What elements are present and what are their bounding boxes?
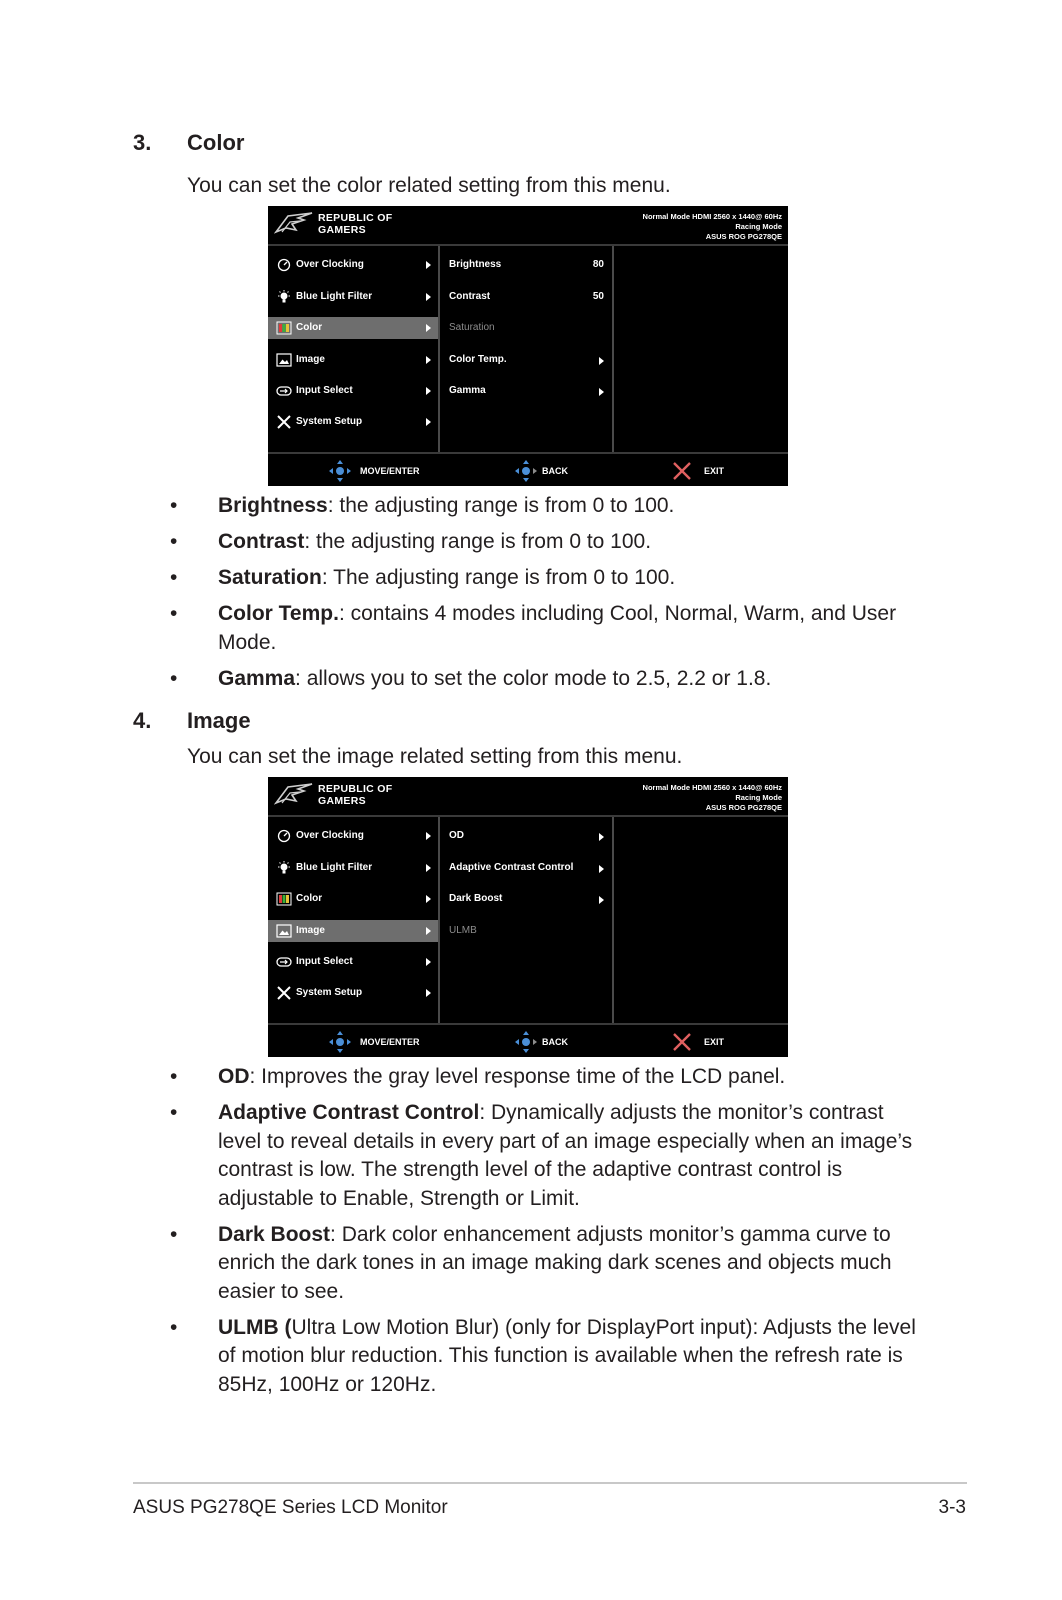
footer-move-label: MOVE/ENTER bbox=[360, 1037, 420, 1047]
footer-back-label: BACK bbox=[542, 1037, 568, 1047]
bullet-term: OD bbox=[218, 1065, 250, 1088]
back-icon bbox=[514, 1030, 538, 1054]
bullet-text: : allows you to set the color mode to 2.5, 2.2 or 1.8. bbox=[295, 666, 772, 690]
list-item: • Dark Boost: Dark color enhancement adjusts monitor’s gamma curve to enrich the dark tones in an image making dark scenes and objects much easier to see. bbox=[170, 1222, 892, 1303]
menu-label: Color bbox=[296, 893, 323, 904]
brand-line-2: GAMERS bbox=[318, 794, 366, 807]
menu-item-image[interactable] bbox=[268, 349, 438, 371]
footer-exit-label: EXIT bbox=[704, 466, 725, 476]
brand-text bbox=[318, 213, 392, 236]
submenu-label: Adaptive Contrast Control bbox=[449, 862, 574, 873]
image-icon bbox=[276, 352, 292, 368]
submenu-label: Gamma bbox=[449, 385, 486, 396]
bullet-text: : the adjusting range is from 0 to 100. bbox=[327, 494, 675, 517]
menu-label: System Setup bbox=[296, 416, 363, 427]
bullet-term: Contrast bbox=[218, 530, 305, 553]
color-icon bbox=[276, 891, 292, 907]
arrow-right-icon bbox=[426, 895, 431, 903]
tools-icon bbox=[276, 985, 292, 1001]
exit-icon bbox=[670, 1030, 694, 1054]
status-line-2: Racing Mode bbox=[735, 793, 782, 802]
osd-status bbox=[643, 212, 782, 242]
arrow-right-icon bbox=[426, 927, 431, 935]
osd-main-menu bbox=[268, 246, 440, 452]
menu-item-input-select[interactable] bbox=[268, 951, 438, 973]
osd-submenu bbox=[440, 246, 614, 452]
image-icon bbox=[276, 923, 292, 939]
list-item: • Contrast: the adjusting range is from 0 to 100. bbox=[170, 530, 652, 553]
arrow-right-icon bbox=[426, 989, 431, 997]
menu-item-image[interactable] bbox=[268, 920, 438, 942]
arrow-right-icon bbox=[599, 896, 604, 904]
submenu-item-saturation[interactable] bbox=[440, 317, 612, 339]
arrow-right-icon bbox=[599, 357, 604, 365]
rog-logo-icon bbox=[274, 210, 314, 238]
menu-label: Over Clocking bbox=[296, 259, 364, 270]
section-title: Image bbox=[187, 708, 251, 733]
submenu-item-ulmb[interactable] bbox=[440, 920, 612, 942]
color-bullet-list bbox=[0, 492, 1062, 693]
status-line-3: ASUS ROG PG278QE bbox=[705, 803, 782, 812]
tools-icon bbox=[276, 414, 292, 430]
submenu-item-color-temp[interactable] bbox=[440, 349, 612, 371]
menu-label: Image bbox=[296, 354, 325, 365]
section-number: 3. bbox=[133, 130, 152, 155]
list-item: • OD: Improves the gray level response time of the LCD panel. bbox=[170, 1065, 786, 1088]
bullet-text: : contains 4 modes including Cool, Normal, Warm, and User Mode. bbox=[218, 602, 897, 654]
bullet-term: Color Temp. bbox=[218, 602, 339, 625]
bullet-text: : Dynamically adjusts the monitor’s contrast level to reveal details in every part of an image especially when an image’s contrast is low. The strength level of the adaptive contrast control is adjustable to Enable, Strength or Limit. bbox=[218, 1101, 913, 1210]
list-item: • Brightness: the adjusting range is from 0 to 100. bbox=[170, 494, 675, 517]
back-icon bbox=[514, 459, 538, 483]
brand-line-1: REPUBLIC OF bbox=[318, 212, 393, 224]
color-icon bbox=[276, 320, 292, 336]
lightbulb-icon bbox=[276, 289, 292, 305]
submenu-label: OD bbox=[449, 830, 464, 841]
input-select-icon bbox=[276, 954, 292, 970]
menu-label: Blue Light Filter bbox=[296, 291, 373, 302]
submenu-label: Contrast bbox=[449, 291, 491, 302]
exit-icon bbox=[670, 459, 694, 483]
osd-submenu bbox=[440, 817, 614, 1023]
submenu-item-adaptive-contrast-control[interactable] bbox=[440, 857, 612, 879]
section-intro: You can set the image related setting from this menu. bbox=[187, 745, 683, 768]
bullet-text: : Improves the gray level response time of the LCD panel. bbox=[249, 1065, 786, 1088]
submenu-label: Dark Boost bbox=[449, 893, 503, 904]
arrow-right-icon bbox=[426, 324, 431, 332]
footer-back-label: BACK bbox=[542, 466, 568, 476]
submenu-label: Saturation bbox=[449, 322, 495, 333]
rog-logo-icon bbox=[274, 781, 314, 809]
status-line-1: Normal Mode HDMI 2560 x 1440@ 60Hz bbox=[642, 212, 782, 221]
osd-header bbox=[268, 777, 788, 817]
bullet-text: : Dark color enhancement adjusts monitor’s gamma curve to enrich the dark tones in an image making dark scenes and objects much easier to see. bbox=[218, 1222, 892, 1303]
submenu-value: 80 bbox=[592, 259, 604, 270]
bullet-term: Brightness bbox=[218, 494, 328, 517]
menu-item-color[interactable] bbox=[268, 888, 438, 910]
page-number: 3-3 bbox=[938, 1497, 966, 1518]
arrow-right-icon bbox=[426, 261, 431, 269]
menu-label: Image bbox=[296, 925, 325, 936]
bullet-term: Saturation bbox=[218, 566, 322, 589]
move-enter-icon bbox=[328, 1030, 352, 1054]
menu-label: Over Clocking bbox=[296, 830, 364, 841]
lightbulb-icon bbox=[276, 860, 292, 876]
arrow-right-icon bbox=[426, 293, 431, 301]
submenu-item-od[interactable] bbox=[440, 825, 612, 847]
footer-move-label: MOVE/ENTER bbox=[360, 466, 420, 476]
submenu-item-brightness[interactable] bbox=[440, 254, 612, 276]
menu-item-system-setup[interactable] bbox=[268, 982, 438, 1004]
osd-header bbox=[268, 206, 788, 246]
osd-footer bbox=[268, 1023, 788, 1057]
menu-item-over-clocking[interactable] bbox=[268, 254, 438, 276]
input-select-icon bbox=[276, 383, 292, 399]
submenu-value: 50 bbox=[592, 291, 604, 302]
osd-main-menu bbox=[268, 817, 440, 1023]
arrow-right-icon bbox=[426, 418, 431, 426]
list-item: • ULMB (Ultra Low Motion Blur) (only for DisplayPort input): Adjusts the level of motion blur reduction. This function is available when the refresh rate is 85Hz, 100Hz or 120Hz. bbox=[170, 1315, 916, 1396]
bullet-term: Dark Boost bbox=[218, 1222, 331, 1246]
menu-item-blue-light-filter[interactable] bbox=[268, 286, 438, 308]
status-line-3: ASUS ROG PG278QE bbox=[705, 232, 782, 241]
bullet-text: Ultra Low Motion Blur) (only for DisplayPort input): Adjusts the level of motion blur reduction. This function is available when the refresh rate is 85Hz, 100Hz or 120Hz. bbox=[218, 1315, 916, 1396]
bullet-text: : the adjusting range is from 0 to 100. bbox=[304, 530, 652, 553]
arrow-right-icon bbox=[426, 832, 431, 840]
move-enter-icon bbox=[328, 459, 352, 483]
section-intro: You can set the color related setting from this menu. bbox=[187, 174, 671, 197]
menu-item-input-select[interactable] bbox=[268, 380, 438, 402]
arrow-right-icon bbox=[599, 833, 604, 841]
brand-text bbox=[318, 784, 392, 807]
menu-label: Input Select bbox=[296, 956, 353, 967]
menu-item-color[interactable] bbox=[268, 317, 438, 339]
list-item: • Gamma: allows you to set the color mode to 2.5, 2.2 or 1.8. bbox=[170, 666, 772, 690]
osd-screenshot-color bbox=[268, 206, 788, 486]
osd-status bbox=[643, 783, 782, 813]
footer-exit-label: EXIT bbox=[704, 1037, 725, 1047]
footer-divider bbox=[133, 1482, 967, 1484]
gauge-icon bbox=[276, 828, 292, 844]
arrow-right-icon bbox=[426, 864, 431, 872]
submenu-label: Brightness bbox=[449, 259, 502, 270]
menu-item-blue-light-filter[interactable] bbox=[268, 857, 438, 879]
arrow-right-icon bbox=[426, 387, 431, 395]
menu-item-system-setup[interactable] bbox=[268, 411, 438, 433]
arrow-right-icon bbox=[599, 388, 604, 396]
arrow-right-icon bbox=[599, 865, 604, 873]
gauge-icon bbox=[276, 257, 292, 273]
bullet-term: ULMB ( bbox=[218, 1315, 292, 1339]
status-line-1: Normal Mode HDMI 2560 x 1440@ 60Hz bbox=[642, 783, 782, 792]
list-item: • Adaptive Contrast Control: Dynamically adjusts the monitor’s contrast level to reveal details in every part of an image especially when an image’s contrast is low. The strength level of the adaptive contrast control is adjustable to Enable, Strength or Limit. bbox=[170, 1101, 913, 1210]
list-item: • Saturation: The adjusting range is from 0 to 100. bbox=[170, 566, 676, 589]
submenu-item-contrast[interactable] bbox=[440, 286, 612, 308]
submenu-label: ULMB bbox=[449, 925, 477, 936]
osd-footer bbox=[268, 452, 788, 486]
menu-label: System Setup bbox=[296, 987, 363, 998]
brand-line-1: REPUBLIC OF bbox=[318, 783, 393, 795]
arrow-right-icon bbox=[426, 958, 431, 966]
status-line-2: Racing Mode bbox=[735, 222, 782, 231]
bullet-term: Adaptive Contrast Control bbox=[218, 1101, 480, 1124]
list-item: • Color Temp.: contains 4 modes including Cool, Normal, Warm, and User Mode. bbox=[170, 602, 897, 654]
menu-item-over-clocking[interactable] bbox=[268, 825, 438, 847]
bullet-text: : The adjusting range is from 0 to 100. bbox=[321, 566, 676, 589]
osd-screenshot-image bbox=[268, 777, 788, 1057]
menu-label: Color bbox=[296, 322, 323, 333]
image-bullet-list bbox=[0, 1063, 1062, 1399]
menu-label: Blue Light Filter bbox=[296, 862, 373, 873]
submenu-label: Color Temp. bbox=[449, 354, 507, 365]
menu-label: Input Select bbox=[296, 385, 353, 396]
footer-product-name: ASUS PG278QE Series LCD Monitor bbox=[133, 1497, 448, 1518]
section-number: 4. bbox=[133, 708, 152, 733]
bullet-term: Gamma bbox=[218, 666, 296, 690]
section-title: Color bbox=[187, 130, 245, 155]
brand-line-2: GAMERS bbox=[318, 223, 366, 236]
arrow-right-icon bbox=[426, 356, 431, 364]
submenu-item-dark-boost[interactable] bbox=[440, 888, 612, 910]
submenu-item-gamma[interactable] bbox=[440, 380, 612, 402]
